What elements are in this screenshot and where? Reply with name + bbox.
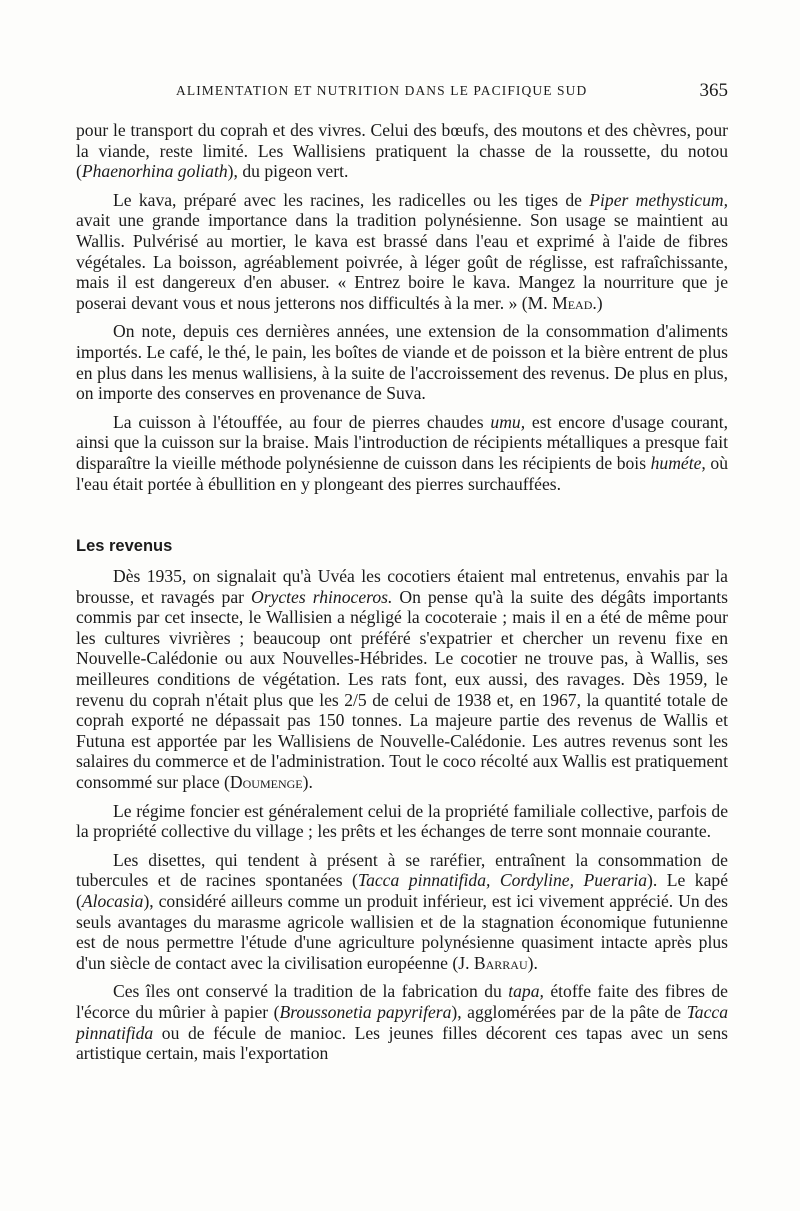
paragraph-4: La cuisson à l'étouffée, au four de pierres chaudes umu, est encore d'usage courant, ainsi que la cuisson sur la braise. Mais l'introduction de récipients métalliques a presque fait disparaître la vieille méthode polynésienne de cuisson dans les récipients de bois huméte, où l'eau était portée à ébullition en y plongeant des pierres surchauffées. [76,411,728,494]
paragraph-1: pour le transport du coprah et des vivres. Celui des bœufs, des moutons et des chèvres, pour la viande, reste limité. Les Wallisiens pratiquent la chasse de la roussette, du notou (Phaenorhina goliath), du pigeon vert. [76,120,728,182]
running-title: ALIMENTATION ET NUTRITION DANS LE PACIFIQUE SUD [176,83,588,98]
paragraph-6: Le régime foncier est généralement celui de la propriété familiale collective, parfois de la propriété collective du village ; les prêts et les échanges de terre sont monnaie courante. [76,800,728,842]
section-heading: Les revenus [76,537,173,556]
body-text [76,120,728,1072]
paragraph-8: Ces îles ont conservé la tradition de la fabrication du tapa, étoffe faite des fibres de l'écorce du mûrier à papier (Broussonetia papyrifera), agglomérées par de la pâte de Tacca pinnatifida ou de fécule de manioc. Les jeunes filles décorent ces tapas avec un sens artistique certain, mais l'exportation [76,981,728,1064]
paragraph-5: Dès 1935, on signalait qu'à Uvéa les cocotiers étaient mal entretenus, envahis par la brousse, et ravagés par Oryctes rhinoceros. On pense qu'à la suite des dégâts importants commis par cet insecte, le Wallisien a négligé la cocoteraie ; mais il en a été de même pour les cultures vivrières ; beaucoup ont préféré s'expatrier et chercher un revenu fixe en Nouvelle-Calédonie ou aux Nouvelles-Hébrides. Le cocotier ne trouve pas, à Wallis, ses meilleures conditions de végétation. Les rats font, eux aussi, des ravages. Dès 1959, le revenu du coprah n'était plus que les 2/5 de celui de 1938 et, en 1967, la quantité totale de coprah exporté ne dépassait pas 150 tonnes. La majeure partie des revenus de Wallis et Futuna est apportée par les Wallisiens de Nouvelle-Calédonie. Les autres revenus sont les salaires du commerce et de l'administration. Tout le coco récolté aux Wallis est pratiquement consommé sur place (Doumenge). [76,566,728,793]
paragraph-2: Le kava, préparé avec les racines, les radicelles ou les tiges de Piper methysticum, avait une grande importance dans la tradition polynésienne. Son usage se maintient au Wallis. Pulvérisé au mortier, le kava est brassé dans l'eau et exprimé à l'aide de fibres végétales. La boisson, agréablement poivrée, à léger goût de réglisse, est rafraîchissante, mais il est dangereux d'en abuser. « Entrez boire le kava. Mangez la nourriture que je poserai devant vous et nous jetterons nos difficultés à la mer. » (M. Mead.) [76,189,728,313]
paragraph-3: On note, depuis ces dernières années, une extension de la consommation d'aliments importés. Le café, le thé, le pain, les boîtes de viande et de poisson et la bière entrent de plus en plus dans les menus wallisiens, à la suite de l'accroissement des revenus. De plus en plus, on importe des conserves en provenance de Suva. [76,321,728,404]
paragraph-7: Les disettes, qui tendent à présent à se raréfier, entraînent la consommation de tubercules et de racines spontanées (Tacca pinnatifida, Cordyline, Pueraria). Le kapé (Alocasia), considéré ailleurs comme un produit inférieur, est ici vivement apprécié. Un des seuls avantages du marasme agricole wallisien et de la stagnation économique futunienne est de nous permettre l'étude d'une agriculture polynésienne quasiment intacte après plus d'un siècle de contact avec la civilisation européenne (J. Barrau). [76,849,729,973]
page-number: 365 [699,80,728,101]
